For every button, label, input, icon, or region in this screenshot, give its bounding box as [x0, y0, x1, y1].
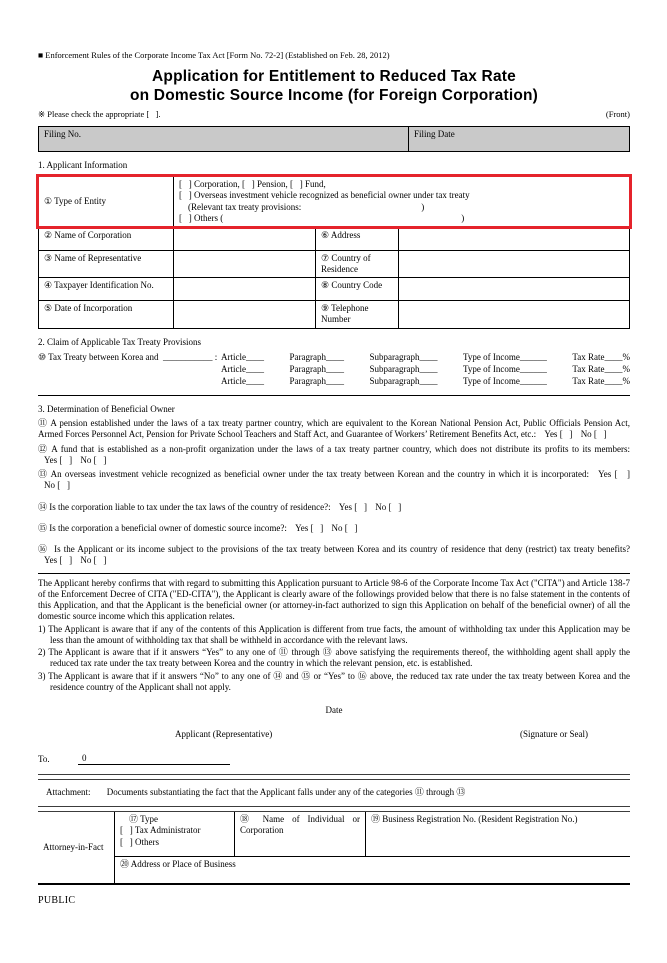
no-checkbox[interactable]: No [ ] [331, 522, 358, 533]
name-of-representative-label: ③ Name of Representative [39, 250, 173, 278]
attorney-name-label: ⑱ Name of Individual or Corporation [240, 814, 360, 836]
treaty-row[interactable] [38, 363, 630, 375]
applicant-table [38, 176, 630, 329]
treaty-tax-rate-field[interactable]: Tax Rate____% [572, 375, 630, 386]
signature-or-seal-label: (Signature or Seal) [520, 729, 588, 740]
no-checkbox[interactable]: No [ ] [375, 501, 402, 512]
filing-table [38, 126, 630, 152]
type-of-entity-row [39, 177, 629, 227]
checkbox-option-pension[interactable]: [ ] Pension, [242, 178, 290, 189]
treaty-row[interactable] [38, 351, 630, 363]
declaration-item-3: 3) The Applicant is aware that if it answers “No” to any one of ⑭ and ⑮ or “Yes” to ⑯ above, the reduced tax rate under the tax treaty between Korea and the residence country of the Applicant shall not apply. [38, 670, 630, 692]
filing-date-label: Filing Date [414, 129, 455, 140]
date-label: Date [325, 705, 343, 715]
attorney-name-field[interactable] [234, 812, 365, 856]
attorney-in-fact-label: Attorney-in-Fact [38, 812, 115, 883]
yes-checkbox[interactable]: Yes [ ] [598, 469, 631, 479]
table-row [39, 300, 629, 328]
page-title-line2: on Domestic Source Income (for Foreign Corporation) [129, 86, 539, 104]
filing-date-field[interactable] [408, 127, 629, 151]
telephone-number-label: ⑨ Telephone Number [315, 300, 398, 328]
taxpayer-id-field[interactable] [173, 277, 315, 300]
country-of-residence-field[interactable] [398, 250, 629, 278]
front-label: (Front) [605, 108, 630, 119]
declaration-item-1: 1) The Applicant is aware that if any of the contents of this Application is different from true facts, the amount of withholding tax under this Application may be less than the amount of withholding tax that shall be withheld in accordance with the relevant laws. [38, 623, 630, 645]
attorney-type-cell [115, 812, 234, 856]
table-row [39, 277, 629, 300]
treaty-claim-block [38, 351, 630, 387]
yes-checkbox[interactable]: Yes [ ] [44, 555, 73, 566]
oiv-provision-label: (Relevant tax treaty provisions: [188, 201, 302, 212]
check-instruction: ※ Please check the appropriate [ ]. [38, 108, 161, 119]
treaty-prefix: ⑩ Tax Treaty between Korea and ___________ : [38, 351, 218, 362]
section-divider [38, 573, 630, 574]
treaty-article-field[interactable]: Article____ [221, 351, 264, 362]
to-label: To. [38, 753, 50, 764]
treaty-income-type-field[interactable]: Type of Income______ [463, 375, 547, 386]
checkbox-option-fund[interactable]: [ ] Fund, [290, 178, 326, 189]
treaty-subparagraph-field[interactable]: Subparagraph____ [369, 375, 438, 386]
section2-heading: 2. Claim of Applicable Tax Treaty Provisions [38, 336, 201, 347]
question-15 [38, 523, 630, 534]
section-divider [38, 395, 630, 396]
checkbox-option-oiv[interactable]: [ ] Overseas investment vehicle recognized as beneficial owner under tax treaty [179, 190, 470, 200]
to-recipient-field[interactable]: 0 [78, 753, 230, 765]
telephone-number-field[interactable] [398, 300, 629, 328]
type-of-entity-options [173, 177, 629, 227]
treaty-paragraph-field[interactable]: Paragraph____ [289, 375, 344, 386]
form-rule-note: ■ Enforcement Rules of the Corporate Income Tax Act [Form No. 72-2] (Established on Feb. 28, 2012) [38, 50, 390, 60]
question-15-text: ⑮ Is the corporation a beneficial owner of domestic source income?: [38, 522, 287, 533]
close-paren: ) [461, 213, 465, 223]
yes-checkbox[interactable]: Yes [ ] [44, 454, 73, 465]
checkbox-option-others[interactable]: [ ] Others ( [179, 213, 224, 223]
date-of-incorporation-field[interactable] [173, 300, 315, 328]
attachment-label: Attachment: [46, 786, 91, 797]
address-field[interactable] [398, 227, 629, 250]
question-16-text: ⑯ Is the Applicant or its income subject to the provisions of the tax treaty between Korea and its country of residence that deny (restrict) tax treaty benefits? [38, 544, 630, 554]
date-of-incorporation-label: ⑤ Date of Incorporation [39, 300, 173, 328]
yes-checkbox[interactable]: Yes [ ] [295, 522, 324, 533]
close-paren: ) [421, 201, 425, 212]
filing-no-label: Filing No. [44, 129, 82, 140]
page-title-line1: Application for Entitlement to Reduced Tax Rate [152, 67, 516, 85]
treaty-income-type-field[interactable]: Type of Income______ [463, 363, 547, 374]
no-checkbox[interactable]: No [ ] [44, 480, 70, 491]
filing-no-field[interactable] [39, 127, 408, 151]
attorney-address-field[interactable] [115, 856, 630, 883]
checkbox-option-tax-administrator[interactable]: [ ] Tax Administrator [120, 825, 201, 836]
treaty-row[interactable] [38, 375, 630, 387]
question-13 [38, 469, 630, 492]
table-row [39, 250, 629, 278]
section1-heading: 1. Applicant Information [38, 160, 128, 171]
no-checkbox[interactable]: No [ ] [80, 555, 107, 566]
checkbox-option-corporation[interactable]: [ ] Corporation, [179, 178, 242, 189]
question-11 [38, 418, 630, 441]
treaty-income-type-field[interactable]: Type of Income______ [463, 351, 547, 362]
applicant-signatory-label: Applicant (Representative) [175, 729, 273, 740]
name-of-representative-field[interactable] [173, 250, 315, 278]
taxpayer-id-label: ④ Taxpayer Identification No. [39, 277, 173, 300]
section3-heading: 3. Determination of Beneficial Owner [38, 403, 175, 414]
yes-checkbox[interactable]: Yes [ ] [544, 429, 573, 440]
classification-label: PUBLIC [38, 895, 76, 906]
no-checkbox[interactable]: No [ ] [80, 454, 107, 465]
declaration-paragraph: The Applicant hereby confirms that with regard to submitting this Application pursuant to Article 98-6 of the Corporate Income Tax Act ("CITA") and Article 138-7 of the Enforcement Decree of CITA ("ED-CITA"), the Applicant is clearly aware of the followings provided below that there is no false statement in the contents of this Application, and that the Applicant is the beneficial owner (or attorney-in-fact authorized to sign this Application on behalf of the beneficial owner) of all the domestic source income which this application relates. [38, 577, 630, 622]
attorney-address-label: ⑳ Address or Place of Business [120, 859, 236, 869]
question-14-text: ⑭ Is the corporation liable to tax under the tax laws of the country of residence?: [38, 501, 331, 512]
question-12 [38, 444, 630, 467]
business-registration-label: ⑲ Business Registration No. (Resident Registration No.) [371, 814, 578, 824]
attorney-table [38, 812, 630, 885]
table-row [39, 227, 629, 250]
checkbox-option-attorney-others[interactable]: [ ] Others [120, 836, 159, 847]
name-of-corporation-field[interactable] [173, 227, 315, 250]
attachment-row [38, 780, 630, 806]
treaty-paragraph-field[interactable]: Paragraph____ [289, 363, 344, 374]
attorney-type-label: ⑰ Type [129, 814, 158, 824]
country-of-residence-label: ⑦ Country of Residence [315, 250, 398, 278]
question-11-text: ⑪ A pension established under the laws of a tax treaty partner country, which are equivalent to the Korean National Pension Act, Public Officials Pension Act, Armed Forces Personnel Act, Pension for Private School Teachers and Staff Act, and Guarantee of Workers’ Retirement Benefits Act, etc.: [38, 418, 632, 440]
declaration-item-2: 2) The Applicant is aware that if it answers “Yes” to any one of ⑪ through ⑬ above satisfying the requirements thereof, the withholding agent shall apply the reduced tax rate under the tax treaty between Korea and the country in which the relevant pension, etc. is established. [38, 647, 630, 669]
treaty-tax-rate-field[interactable]: Tax Rate____% [572, 351, 630, 362]
treaty-subparagraph-field[interactable]: Subparagraph____ [369, 363, 438, 374]
question-13-text: ⑬ An overseas investment vehicle recognized as beneficial owner under the tax treaty between Korean and the country in which it is incorporated: [38, 469, 589, 479]
yes-checkbox[interactable]: Yes [ ] [338, 501, 367, 512]
treaty-subparagraph-field[interactable]: Subparagraph____ [369, 351, 438, 362]
treaty-article-field[interactable]: Article____ [221, 363, 264, 374]
country-code-field[interactable] [398, 277, 629, 300]
question-16 [38, 544, 630, 567]
question-14 [38, 502, 630, 513]
treaty-article-field[interactable]: Article____ [221, 375, 264, 386]
type-of-entity-label: ① Type of Entity [44, 195, 107, 206]
address-label: ⑥ Address [315, 227, 398, 250]
treaty-paragraph-field[interactable]: Paragraph____ [289, 351, 344, 362]
business-registration-field[interactable] [365, 812, 630, 856]
question-12-text: ⑫ A fund that is established as a non-profit organization under the laws of a tax treaty partner country, which does not distribute its profits to its members: [38, 443, 630, 454]
name-of-corporation-label: ② Name of Corporation [39, 227, 173, 250]
page-title [38, 67, 630, 105]
country-code-label: ⑧ Country Code [315, 277, 398, 300]
treaty-tax-rate-field[interactable]: Tax Rate____% [572, 363, 630, 374]
no-checkbox[interactable]: No [ ] [580, 429, 607, 440]
attachment-text: Documents substantiating the fact that the Applicant falls under any of the categories ⑪ through ⑬ [106, 786, 466, 797]
